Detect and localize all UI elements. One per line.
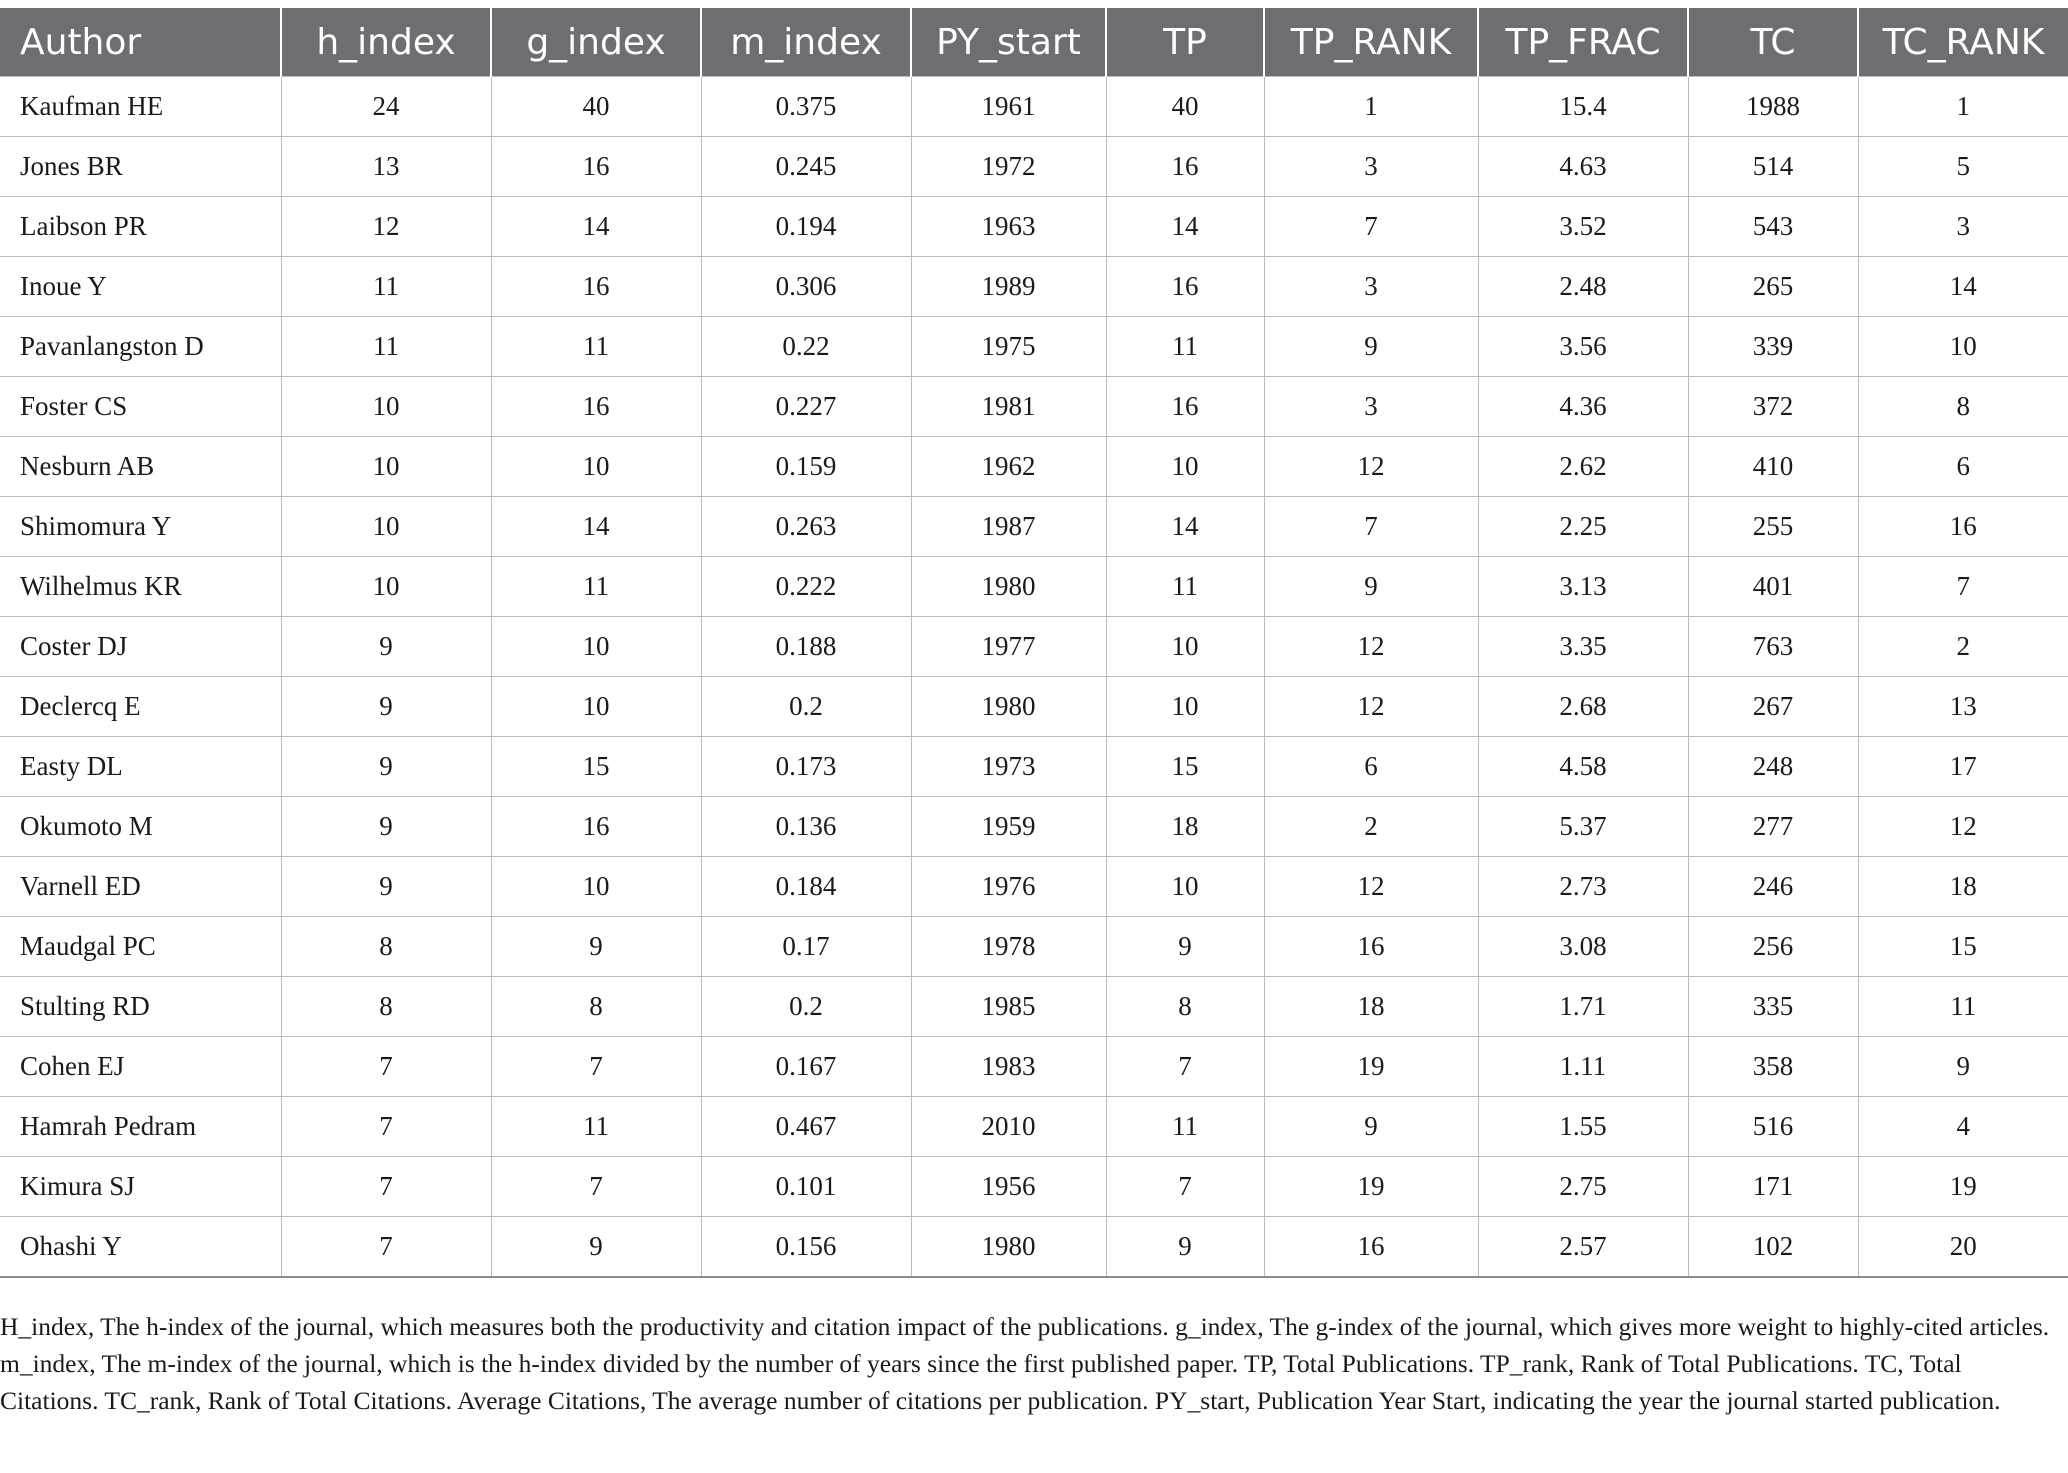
cell-g-index: 7 [491, 1037, 701, 1097]
cell-g-index: 14 [491, 497, 701, 557]
cell-tp-frac: 3.56 [1478, 317, 1688, 377]
cell-tc: 339 [1688, 317, 1858, 377]
header-g-index: g_index [491, 8, 701, 77]
cell-author: Hamrah Pedram [0, 1097, 281, 1157]
cell-tp-frac: 1.71 [1478, 977, 1688, 1037]
cell-h-index: 11 [281, 257, 491, 317]
cell-tc: 277 [1688, 797, 1858, 857]
cell-g-index: 9 [491, 1217, 701, 1278]
cell-m-index: 0.173 [701, 737, 911, 797]
cell-m-index: 0.22 [701, 317, 911, 377]
cell-tc-rank: 7 [1858, 557, 2068, 617]
cell-h-index: 7 [281, 1217, 491, 1278]
cell-tp: 9 [1106, 1217, 1264, 1278]
cell-tp: 16 [1106, 257, 1264, 317]
cell-tp-frac: 3.35 [1478, 617, 1688, 677]
cell-tp: 14 [1106, 497, 1264, 557]
cell-tc: 171 [1688, 1157, 1858, 1217]
cell-tp-frac: 4.58 [1478, 737, 1688, 797]
table-row [0, 917, 2068, 977]
cell-author: Jones BR [0, 137, 281, 197]
cell-g-index: 10 [491, 677, 701, 737]
cell-tp: 10 [1106, 437, 1264, 497]
cell-tp: 7 [1106, 1157, 1264, 1217]
cell-tp-rank: 1 [1264, 77, 1478, 137]
cell-author: Wilhelmus KR [0, 557, 281, 617]
cell-h-index: 10 [281, 437, 491, 497]
cell-tc-rank: 17 [1858, 737, 2068, 797]
cell-tp: 16 [1106, 137, 1264, 197]
cell-h-index: 9 [281, 797, 491, 857]
cell-g-index: 11 [491, 317, 701, 377]
cell-tc: 514 [1688, 137, 1858, 197]
table-row [0, 497, 2068, 557]
table-footnote: H_index, The h-index of the journal, which measures both the productivity and citation impact of the publications. g_index, The g-index of the journal, which gives more weight to highly-cited articles. m_index, The m-index of the journal, which is the h-index divided by the number of years since the first published paper. TP, Total Publications. TP_rank, Rank of Total Publications. TC, Total Citations. TC_rank, Rank of Total Citations. Average Citations, The average number of citations per publication. PY_start, Publication Year Start, indicating the year the journal started publication. [0, 1312, 2050, 1415]
cell-author: Cohen EJ [0, 1037, 281, 1097]
header-tp-frac: TP_FRAC [1478, 8, 1688, 77]
cell-py-start: 1977 [911, 617, 1106, 677]
cell-tc: 246 [1688, 857, 1858, 917]
header-tp: TP [1106, 8, 1264, 77]
cell-py-start: 1987 [911, 497, 1106, 557]
cell-tp: 18 [1106, 797, 1264, 857]
cell-tp-rank: 19 [1264, 1037, 1478, 1097]
cell-h-index: 10 [281, 377, 491, 437]
cell-tp-frac: 4.36 [1478, 377, 1688, 437]
cell-py-start: 1962 [911, 437, 1106, 497]
cell-h-index: 7 [281, 1037, 491, 1097]
cell-g-index: 14 [491, 197, 701, 257]
table-row [0, 197, 2068, 257]
cell-py-start: 2010 [911, 1097, 1106, 1157]
cell-tc-rank: 1 [1858, 77, 2068, 137]
cell-m-index: 0.467 [701, 1097, 911, 1157]
cell-m-index: 0.222 [701, 557, 911, 617]
cell-g-index: 11 [491, 557, 701, 617]
cell-tp-rank: 12 [1264, 677, 1478, 737]
cell-tc: 543 [1688, 197, 1858, 257]
cell-author: Pavanlangston D [0, 317, 281, 377]
author-metrics-table [0, 8, 2068, 1278]
header-tc-rank: TC_RANK [1858, 8, 2068, 77]
header-py-start: PY_start [911, 8, 1106, 77]
cell-g-index: 11 [491, 1097, 701, 1157]
cell-author: Easty DL [0, 737, 281, 797]
cell-tp-frac: 2.25 [1478, 497, 1688, 557]
cell-tp-frac: 15.4 [1478, 77, 1688, 137]
cell-tp: 7 [1106, 1037, 1264, 1097]
cell-m-index: 0.159 [701, 437, 911, 497]
cell-py-start: 1985 [911, 977, 1106, 1037]
table-row [0, 1097, 2068, 1157]
cell-author: Kaufman HE [0, 77, 281, 137]
cell-author: Nesburn AB [0, 437, 281, 497]
cell-tc-rank: 6 [1858, 437, 2068, 497]
author-metrics-table-container [0, 8, 2068, 1278]
cell-h-index: 9 [281, 737, 491, 797]
cell-tp-rank: 12 [1264, 437, 1478, 497]
cell-py-start: 1959 [911, 797, 1106, 857]
cell-py-start: 1981 [911, 377, 1106, 437]
table-row [0, 737, 2068, 797]
cell-h-index: 9 [281, 677, 491, 737]
cell-tc: 248 [1688, 737, 1858, 797]
cell-tp-rank: 7 [1264, 497, 1478, 557]
cell-author: Ohashi Y [0, 1217, 281, 1278]
cell-tc: 516 [1688, 1097, 1858, 1157]
cell-tp: 8 [1106, 977, 1264, 1037]
cell-g-index: 16 [491, 137, 701, 197]
cell-py-start: 1963 [911, 197, 1106, 257]
cell-tp: 9 [1106, 917, 1264, 977]
cell-tp: 11 [1106, 1097, 1264, 1157]
cell-g-index: 9 [491, 917, 701, 977]
cell-tp-frac: 3.08 [1478, 917, 1688, 977]
table-row [0, 1157, 2068, 1217]
cell-h-index: 8 [281, 917, 491, 977]
cell-tp: 14 [1106, 197, 1264, 257]
cell-tc-rank: 8 [1858, 377, 2068, 437]
cell-m-index: 0.306 [701, 257, 911, 317]
cell-m-index: 0.375 [701, 77, 911, 137]
cell-m-index: 0.194 [701, 197, 911, 257]
table-row [0, 257, 2068, 317]
cell-tc: 255 [1688, 497, 1858, 557]
header-m-index: m_index [701, 8, 911, 77]
table-body [0, 77, 2068, 1278]
cell-tc: 335 [1688, 977, 1858, 1037]
cell-tc-rank: 10 [1858, 317, 2068, 377]
cell-author: Laibson PR [0, 197, 281, 257]
cell-tc-rank: 16 [1858, 497, 2068, 557]
cell-author: Shimomura Y [0, 497, 281, 557]
cell-tp-rank: 12 [1264, 617, 1478, 677]
cell-author: Kimura SJ [0, 1157, 281, 1217]
table-row [0, 617, 2068, 677]
cell-author: Okumoto M [0, 797, 281, 857]
cell-m-index: 0.188 [701, 617, 911, 677]
table-row [0, 1037, 2068, 1097]
cell-tp-rank: 3 [1264, 137, 1478, 197]
cell-m-index: 0.184 [701, 857, 911, 917]
table-row [0, 377, 2068, 437]
cell-h-index: 9 [281, 617, 491, 677]
cell-tp-frac: 2.57 [1478, 1217, 1688, 1278]
cell-tp: 16 [1106, 377, 1264, 437]
cell-g-index: 15 [491, 737, 701, 797]
cell-tc: 410 [1688, 437, 1858, 497]
cell-tc-rank: 3 [1858, 197, 2068, 257]
cell-author: Foster CS [0, 377, 281, 437]
cell-py-start: 1956 [911, 1157, 1106, 1217]
cell-m-index: 0.245 [701, 137, 911, 197]
cell-author: Maudgal PC [0, 917, 281, 977]
cell-tp: 10 [1106, 617, 1264, 677]
cell-tc: 372 [1688, 377, 1858, 437]
cell-tc-rank: 5 [1858, 137, 2068, 197]
cell-g-index: 16 [491, 797, 701, 857]
table-row [0, 437, 2068, 497]
cell-g-index: 16 [491, 377, 701, 437]
cell-tc: 256 [1688, 917, 1858, 977]
cell-tc-rank: 20 [1858, 1217, 2068, 1278]
cell-author: Declercq E [0, 677, 281, 737]
cell-tp-rank: 6 [1264, 737, 1478, 797]
cell-author: Varnell ED [0, 857, 281, 917]
cell-tp-frac: 4.63 [1478, 137, 1688, 197]
cell-tp-rank: 9 [1264, 317, 1478, 377]
cell-tp-frac: 2.68 [1478, 677, 1688, 737]
cell-author: Inoue Y [0, 257, 281, 317]
cell-tp-rank: 9 [1264, 1097, 1478, 1157]
cell-tc-rank: 2 [1858, 617, 2068, 677]
table-row [0, 677, 2068, 737]
cell-tc-rank: 4 [1858, 1097, 2068, 1157]
cell-h-index: 9 [281, 857, 491, 917]
cell-h-index: 7 [281, 1157, 491, 1217]
table-row [0, 977, 2068, 1037]
table-row [0, 317, 2068, 377]
cell-tp-rank: 3 [1264, 377, 1478, 437]
cell-m-index: 0.167 [701, 1037, 911, 1097]
cell-py-start: 1976 [911, 857, 1106, 917]
cell-py-start: 1978 [911, 917, 1106, 977]
cell-h-index: 12 [281, 197, 491, 257]
cell-tp-frac: 2.75 [1478, 1157, 1688, 1217]
cell-tc: 401 [1688, 557, 1858, 617]
cell-h-index: 10 [281, 497, 491, 557]
cell-tc: 267 [1688, 677, 1858, 737]
cell-py-start: 1973 [911, 737, 1106, 797]
cell-tp-rank: 3 [1264, 257, 1478, 317]
header-author: Author [0, 8, 281, 77]
cell-tc-rank: 11 [1858, 977, 2068, 1037]
cell-tp-frac: 5.37 [1478, 797, 1688, 857]
header-tc: TC [1688, 8, 1858, 77]
cell-tp-rank: 7 [1264, 197, 1478, 257]
cell-m-index: 0.136 [701, 797, 911, 857]
cell-m-index: 0.17 [701, 917, 911, 977]
cell-tp-frac: 2.73 [1478, 857, 1688, 917]
cell-h-index: 8 [281, 977, 491, 1037]
header-row [0, 8, 2068, 77]
cell-tc: 358 [1688, 1037, 1858, 1097]
cell-h-index: 10 [281, 557, 491, 617]
cell-g-index: 10 [491, 437, 701, 497]
header-h-index: h_index [281, 8, 491, 77]
table-row [0, 857, 2068, 917]
cell-h-index: 11 [281, 317, 491, 377]
cell-tp-frac: 2.48 [1478, 257, 1688, 317]
cell-tc: 763 [1688, 617, 1858, 677]
cell-tp-rank: 2 [1264, 797, 1478, 857]
cell-tp: 15 [1106, 737, 1264, 797]
cell-tp-rank: 19 [1264, 1157, 1478, 1217]
cell-author: Coster DJ [0, 617, 281, 677]
cell-tp-frac: 2.62 [1478, 437, 1688, 497]
cell-h-index: 24 [281, 77, 491, 137]
cell-tp-frac: 3.52 [1478, 197, 1688, 257]
cell-tp-rank: 16 [1264, 917, 1478, 977]
cell-g-index: 7 [491, 1157, 701, 1217]
cell-tp: 40 [1106, 77, 1264, 137]
cell-author: Stulting RD [0, 977, 281, 1037]
table-row [0, 137, 2068, 197]
table-row [0, 797, 2068, 857]
cell-py-start: 1980 [911, 677, 1106, 737]
cell-tc-rank: 14 [1858, 257, 2068, 317]
cell-g-index: 10 [491, 857, 701, 917]
cell-py-start: 1983 [911, 1037, 1106, 1097]
cell-tc-rank: 12 [1858, 797, 2068, 857]
cell-tc: 1988 [1688, 77, 1858, 137]
cell-tp-rank: 9 [1264, 557, 1478, 617]
cell-tc-rank: 15 [1858, 917, 2068, 977]
table-row [0, 77, 2068, 137]
cell-g-index: 10 [491, 617, 701, 677]
cell-py-start: 1989 [911, 257, 1106, 317]
cell-m-index: 0.101 [701, 1157, 911, 1217]
cell-py-start: 1961 [911, 77, 1106, 137]
cell-tc-rank: 13 [1858, 677, 2068, 737]
cell-tc-rank: 18 [1858, 857, 2068, 917]
cell-tp-rank: 12 [1264, 857, 1478, 917]
cell-py-start: 1975 [911, 317, 1106, 377]
cell-tp: 11 [1106, 557, 1264, 617]
cell-tp-rank: 16 [1264, 1217, 1478, 1278]
cell-h-index: 13 [281, 137, 491, 197]
table-row [0, 1217, 2068, 1278]
cell-py-start: 1972 [911, 137, 1106, 197]
cell-tc-rank: 19 [1858, 1157, 2068, 1217]
header-tp-rank: TP_RANK [1264, 8, 1478, 77]
cell-py-start: 1980 [911, 557, 1106, 617]
cell-h-index: 7 [281, 1097, 491, 1157]
cell-tp: 11 [1106, 317, 1264, 377]
table-row [0, 557, 2068, 617]
cell-tp-frac: 1.11 [1478, 1037, 1688, 1097]
cell-m-index: 0.156 [701, 1217, 911, 1278]
cell-m-index: 0.227 [701, 377, 911, 437]
cell-tc-rank: 9 [1858, 1037, 2068, 1097]
cell-tp: 10 [1106, 857, 1264, 917]
cell-tc: 265 [1688, 257, 1858, 317]
cell-tp-frac: 3.13 [1478, 557, 1688, 617]
cell-g-index: 16 [491, 257, 701, 317]
table-header [0, 8, 2068, 77]
cell-g-index: 8 [491, 977, 701, 1037]
cell-tp: 10 [1106, 677, 1264, 737]
cell-m-index: 0.2 [701, 977, 911, 1037]
cell-py-start: 1980 [911, 1217, 1106, 1278]
cell-m-index: 0.2 [701, 677, 911, 737]
cell-g-index: 40 [491, 77, 701, 137]
cell-tp-frac: 1.55 [1478, 1097, 1688, 1157]
cell-tc: 102 [1688, 1217, 1858, 1278]
cell-tp-rank: 18 [1264, 977, 1478, 1037]
cell-m-index: 0.263 [701, 497, 911, 557]
